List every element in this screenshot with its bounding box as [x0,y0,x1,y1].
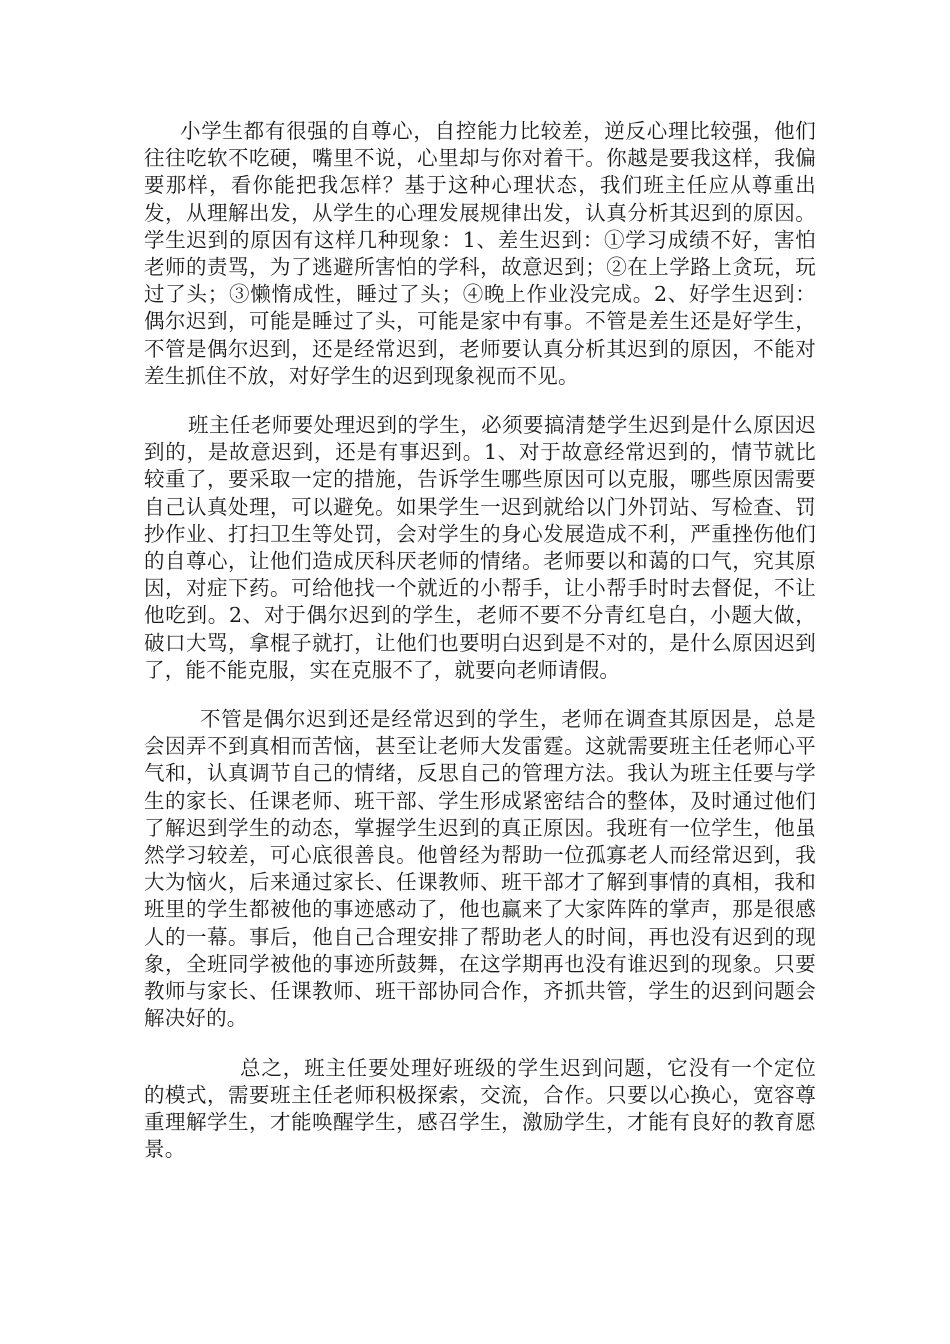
paragraph-4: 总之，班主任要处理好班级的学生迟到问题，它没有一个定位的模式，需要班主任老师积极探索，交流，合作。只要以心换心，宽容尊重理解学生，才能唤醒学生，感召学生，激励学生，才能有良好的教育愿景。 [144,1055,816,1162]
paragraph-3: 不管是偶尔迟到还是经常迟到的学生，老师在调查其原因是，总是会因弄不到真相而苦恼，甚至让老师大发雷霆。这就需要班主任老师心平气和，认真调节自己的情绪，反思自己的管理方法。我认为班主任要与学生的家长、任课老师、班干部、学生形成紧密结合的整体，及时通过他们了解迟到学生的动态，掌握学生迟到的真正原因。我班有一位学生，他虽然学习较差，可心底很善良。他曾经为帮助一位孤寡老人而经常迟到，我大为恼火，后来通过家长、任课教师、班干部才了解到事情的真相，我和班里的学生都被他的事迹感动了，他也赢来了大家阵阵的掌声，那是很感人的一幕。事后，他自己合理安排了帮助老人的时间，再也没有迟到的现象，全班同学被他的事迹所鼓舞，在这学期再也没有谁迟到的现象。只要教师与家长、任课教师、班干部协同合作，齐抓共管，学生的迟到问题会解决好的。 [144,707,816,1031]
paragraph-1: 小学生都有很强的自尊心，自控能力比较差，逆反心理比较强，他们往往吃软不吃硬，嘴里不说，心里却与你对着干。你越是要我这样，我偏要那样，看你能把我怎样？基于这种心理状态，我们班主任应从尊重出发，从理解出发，从学生的心理发展规律出发，认真分析其迟到的原因。学生迟到的原因有这样几种现象：1、差生迟到：①学习成绩不好，害怕老师的责骂，为了逃避所害怕的学科，故意迟到；②在上学路上贪玩，玩过了头；③懒惰成性，睡过了头；④晚上作业没完成。2、好学生迟到：偶尔迟到，可能是睡过了头，可能是家中有事。不管是差生还是好学生，不管是偶尔迟到，还是经常迟到，老师要认真分析其迟到的原因，不能对差生抓住不放，对好学生的迟到现象视而不见。 [144,119,816,388]
paragraph-2: 班主任老师要处理迟到的学生，必须要搞清楚学生迟到是什么原因迟到的，是故意迟到，还是有事迟到。1、对于故意经常迟到的，情节就比较重了，要采取一定的措施，告诉学生哪些原因可以克服，哪些原因需要自己认真处理，可以避免。如果学生一迟到就给以门外罚站、写检查、罚抄作业、打扫卫生等处罚，会对学生的身心发展造成不利，严重挫伤他们的自尊心，让他们造成厌科厌老师的情绪。老师要以和蔼的口气，究其原因，对症下药。可给他找一个就近的小帮手，让小帮手时时去督促，不让他吃到。2、对于偶尔迟到的学生，老师不要不分青红皂白，小题大做，破口大骂，拿棍子就打，让他们也要明白迟到是不对的，是什么原因迟到了，能不能克服，实在克服不了，就要向老师请假。 [144,413,816,682]
document-body [144,118,816,1185]
